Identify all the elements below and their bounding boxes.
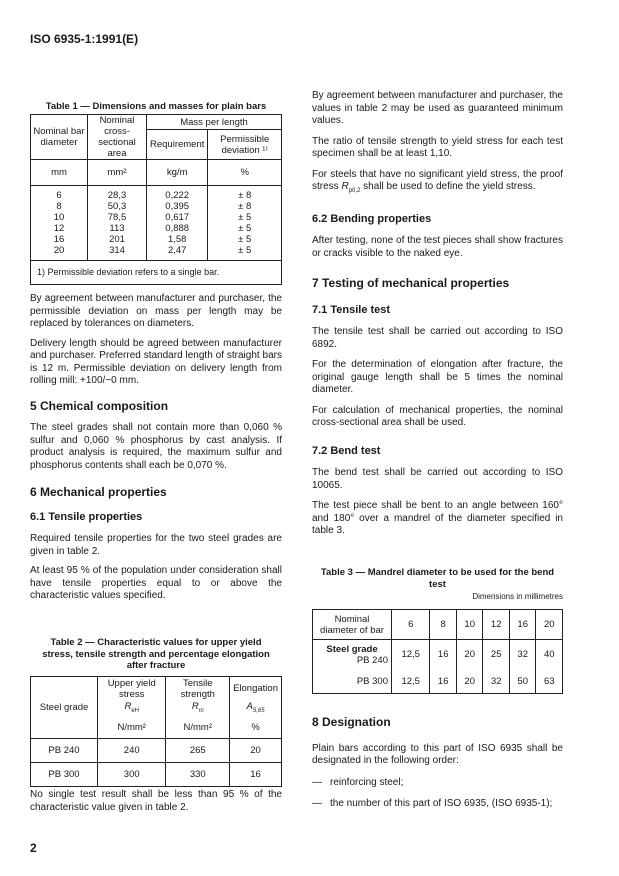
section-6-heading: 6 Mechanical properties (30, 485, 167, 499)
document-header: ISO 6935-1:1991(E) (30, 32, 139, 46)
page-number: 2 (30, 841, 37, 855)
table-row: 8 50,3 0,395 ± 8 (31, 201, 282, 212)
table-2-symbol: $R_m$ (166, 701, 230, 717)
table-2-symbol: $R_{eH}$ (98, 701, 166, 717)
table-row: PB 240 240 265 20 (31, 738, 282, 762)
paragraph: After testing, none of the test pieces shall show fractures or cracks visible to the naked eye. (312, 235, 563, 259)
paragraph: For calculation of mechanical properties, the nominal cross-sectional area shall be used. (312, 404, 563, 428)
table-2-unit: N/mm² (98, 716, 166, 738)
table-3 (312, 609, 563, 694)
table-2-header-grade: Steel grade (31, 677, 98, 739)
table-row: PB 300 300 330 16 (31, 762, 282, 786)
list-item: — the number of this part of ISO 6935, (ISO 6935-1); (312, 798, 553, 809)
paragraph: The ratio of tensile strength to yield stress for each test specimen shall be at least 1,10. (312, 135, 563, 159)
table-3-header-label: Nominal diameter of bar (313, 610, 392, 640)
paragraph: For steels that have no significant yield stress, the proof stress $R_{p0,2}$ shall be used to define the yield stress. (312, 168, 563, 194)
table-2-unit: N/mm² (166, 716, 230, 738)
paragraph: Required tensile properties for the two steel grades are given in table 2. (30, 533, 282, 557)
table-2-header-elongation: Elongation (230, 677, 282, 701)
table-1-header-deviation: Permissible deviation ¹⁾ (208, 130, 282, 160)
table-3-diameter: 6 (392, 610, 430, 640)
section-8-heading: 8 Designation (312, 715, 391, 729)
paragraph: Plain bars according to this part of ISO 6935 shall be designated in the following order: (312, 742, 563, 766)
table-2-unit: % (230, 716, 282, 738)
table-1-header-mass: Mass per length (147, 115, 282, 130)
section-6-2-heading: 6.2 Bending properties (312, 212, 432, 225)
table-1-unit: % (208, 160, 282, 186)
table-row: 6 28,3 0,222 ± 8 (31, 186, 282, 202)
table-1-header-area: Nominal cross-sectional area (88, 115, 147, 160)
table-1-unit: mm (31, 160, 88, 186)
table-2-header-tensile: Tensile strength (166, 677, 230, 701)
table-1-header-requirement: Requirement (147, 130, 208, 160)
table-row: 12 113 0,888 ± 5 (31, 223, 282, 234)
paragraph: The test piece shall be bent to an angle between 160° and 180° over a mandrel of the diameter specified in table 3. (312, 500, 563, 536)
paragraph: The tensile test shall be carried out according to ISO 6892. (312, 326, 563, 350)
table-3-diameter: 20 (536, 610, 563, 640)
paragraph: No single test result shall be less than 95 % of the characteristic value given in table 2. (30, 789, 282, 813)
section-7-2-heading: 7.2 Bend test (312, 444, 381, 457)
section-6-1-heading: 6.1 Tensile properties (30, 510, 143, 523)
paragraph: Delivery length should be agreed between manufacturer and purchaser. Preferred standard length of straight bars is 12 m. Permissible deviation on delivery length from rolling mill: +100/−0 mm. (30, 337, 282, 386)
table-2 (30, 676, 282, 787)
paragraph: By agreement between manufacturer and purchaser, the permissible deviation on mass per length may be replaced by tolerances on diameters. (30, 293, 282, 329)
paragraph: At least 95 % of the population under consideration shall have tensile properties equal to or above the characteristic values specified. (30, 565, 282, 601)
table-row: PB 300 12,5 16 20 32 50 63 (313, 670, 563, 694)
table-1-unit: mm² (88, 160, 147, 186)
table-row: 16 201 1,58 ± 5 (31, 234, 282, 245)
paragraph: The bend test shall be carried out according to ISO 10065. (312, 467, 563, 491)
paragraph: For the determination of elongation after fracture, the original gauge length shall be 5 times the nominal diameter. (312, 359, 563, 395)
table-2-symbol: $A_{5,65}$ (230, 701, 282, 717)
table-row: 20 314 2,47 ± 5 (31, 245, 282, 261)
paragraph: By agreement between manufacturer and purchaser, the values in table 2 may be used as guaranteed minimum values. (312, 90, 563, 126)
table-1 (30, 114, 282, 285)
table-2-header-yield: Upper yield stress (98, 677, 166, 701)
table-1-footnote: 1) Permissible deviation refers to a single bar. (31, 261, 282, 285)
table-3-diameter: 8 (430, 610, 457, 640)
table-1-caption: Table 1 — Dimensions and masses for plain bars (45, 101, 267, 112)
table-3-caption: Table 3 — Mandrel diameter to be used for the bend test (320, 567, 555, 590)
table-1-unit: kg/m (147, 160, 208, 186)
section-7-1-heading: 7.1 Tensile test (312, 303, 391, 316)
section-7-heading: 7 Testing of mechanical properties (312, 276, 510, 290)
section-5-heading: 5 Chemical composition (30, 398, 169, 413)
table-row: 10 78,5 0,617 ± 5 (31, 212, 282, 223)
paragraph: The steel grades shall not contain more than 0,060 % sulfur and 0,060 % phosphorus by cast analysis. If product analysis is required, the maximum sulfur and phosphorus contents shall each be 0,070 %. (30, 422, 282, 471)
table-3-diameter: 10 (456, 610, 483, 640)
table-3-dimensions-note: Dimensions in millimetres (472, 592, 563, 601)
table-3-diameter: 12 (483, 610, 510, 640)
table-3-steel-grade-label: Steel grade (326, 643, 378, 655)
table-1-header-diameter: Nominal bar diameter (31, 115, 88, 160)
list-item: — reinforcing steel; (312, 776, 404, 788)
table-3-diameter: 16 (509, 610, 536, 640)
table-2-caption: Table 2 — Characteristic values for upper yield stress, tensile strength and percentage elongation after fracture (42, 637, 270, 671)
table-row: Steel grade PB 240 12,5 16 20 25 32 40 (313, 640, 563, 670)
